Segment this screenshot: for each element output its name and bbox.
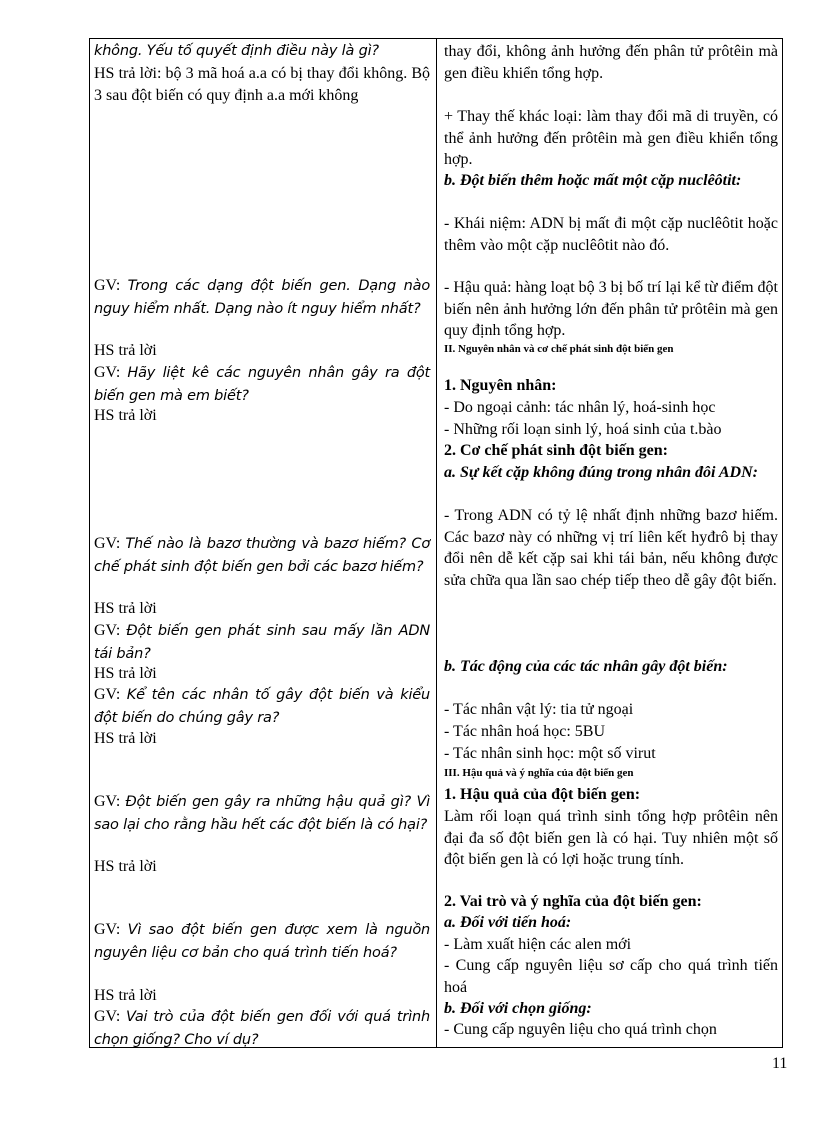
student-answer: HS trả lời (94, 665, 157, 682)
content-text: - Những rối loạn sinh lý, hoá sinh của t.bào (444, 421, 722, 438)
teacher-question: GV: Trong các dạng đột biến gen. Dạng nào nguy hiểm nhất. Dạng nào ít nguy hiểm nhất? (94, 277, 430, 317)
teacher-question: GV: Đột biến gen phát sinh sau mấy lần ADN tái bản? (94, 622, 430, 662)
section-heading: 2. Vai trò và ý nghĩa của đột biến gen: (444, 893, 702, 910)
student-answer: HS trả lời: bộ 3 mã hoá a.a có bị thay đổi không. Bộ 3 sau đột biến có quy định a.a mới không (94, 65, 430, 104)
content-text: - Hậu quả: hàng loạt bộ 3 bị bố trí lại kể từ điểm đột biến nên ảnh hưởng lớn đến phân tử prôtêin mà gen quy định tổng hợp. (444, 279, 778, 339)
column-divider (436, 39, 437, 1047)
section-heading: a. Sự kết cặp không đúng trong nhân đôi ADN: (444, 464, 758, 481)
question-text: không. Yếu tố quyết định điều này là gì? (94, 43, 379, 59)
student-answer: HS trả lời (94, 342, 157, 359)
page-number: 11 (772, 1055, 788, 1072)
content-text: + Thay thế khác loại: làm thay đổi mã di truyền, có thể ảnh hưởng đến prôtêin mà gen điều khiển tổng hợp. (444, 108, 778, 168)
content-text: thay đổi, không ảnh hưởng đến phân tử prôtêin mà gen điều khiển tổng hợp. (444, 43, 778, 82)
student-answer: HS trả lời (94, 600, 157, 617)
content-text: Làm rối loạn quá trình sinh tổng hợp prôtêin nên đại đa số đột biến gen là có hại. Tuy nhiên một số đột biến gen là có lợi hoặc trung tính. (444, 808, 778, 868)
student-answer: HS trả lời (94, 730, 157, 747)
content-text: - Tác nhân sinh học: một số virut (444, 745, 656, 762)
section-heading: II. Nguyên nhân và cơ chế phát sinh đột biến gen (444, 343, 674, 355)
content-text: - Tác nhân vật lý: tia tử ngoại (444, 701, 634, 718)
section-heading: 2. Cơ chế phát sinh đột biến gen: (444, 442, 669, 459)
section-heading: III. Hậu quả và ý nghĩa của đột biến gen (444, 767, 634, 779)
section-heading: 1. Nguyên nhân: (444, 377, 557, 394)
teacher-question: GV: Hãy liệt kê các nguyên nhân gây ra đột biến gen mà em biết? (94, 364, 430, 404)
content-text: - Khái niệm: ADN bị mất đi một cặp nuclêôtit hoặc thêm vào một cặp nuclêôtit nào đó. (444, 215, 778, 254)
content-text: - Do ngoại cảnh: tác nhân lý, hoá-sinh học (444, 399, 716, 416)
student-answer: HS trả lời (94, 858, 157, 875)
section-heading: b. Đột biến thêm hoặc mất một cặp nuclêôtit: (444, 172, 742, 189)
content-text: - Cung cấp nguyên liệu sơ cấp cho quá trình tiến hoá (444, 957, 778, 996)
content-text: - Tác nhân hoá học: 5BU (444, 723, 605, 740)
student-answer: HS trả lời (94, 407, 157, 424)
teacher-question: GV: Vai trò của đột biến gen đối với quá trình chọn giống? Cho ví dụ? (94, 1008, 430, 1048)
student-answer: HS trả lời (94, 987, 157, 1004)
teacher-question: GV: Kể tên các nhân tố gây đột biến và kiểu đột biến do chúng gây ra? (94, 686, 430, 726)
content-text: - Trong ADN có tỷ lệ nhất định những bazơ hiếm. Các bazơ này có những vị trí liên kết hyđrô bị thay đổi nên dễ kết cặp sai khi tái bản, nếu không được sửa chữa qua lần sao chép tiếp theo dễ gây đột biến. (444, 507, 778, 589)
section-heading: a. Đối với tiến hoá: (444, 914, 572, 931)
teacher-question: GV: Đột biến gen gây ra những hậu quả gì? Vì sao lại cho rằng hầu hết các đột biến là có hại? (94, 793, 430, 833)
content-text: - Làm xuất hiện các alen mới (444, 936, 632, 953)
section-heading: b. Tác động của các tác nhân gây đột biến: (444, 658, 728, 675)
section-heading: b. Đối với chọn giống: (444, 1000, 592, 1017)
content-text: - Cung cấp nguyên liệu cho quá trình chọn (444, 1021, 717, 1038)
teacher-question: GV: Vì sao đột biến gen được xem là nguồn nguyên liệu cơ bản cho quá trình tiến hoá? (94, 921, 431, 961)
lesson-table (89, 38, 783, 1048)
section-heading: 1. Hậu quả của đột biến gen: (444, 786, 641, 803)
teacher-question: GV: Thế nào là bazơ thường và bazơ hiếm? Cơ chế phát sinh đột biến gen bởi các bazơ hiếm? (94, 535, 430, 575)
